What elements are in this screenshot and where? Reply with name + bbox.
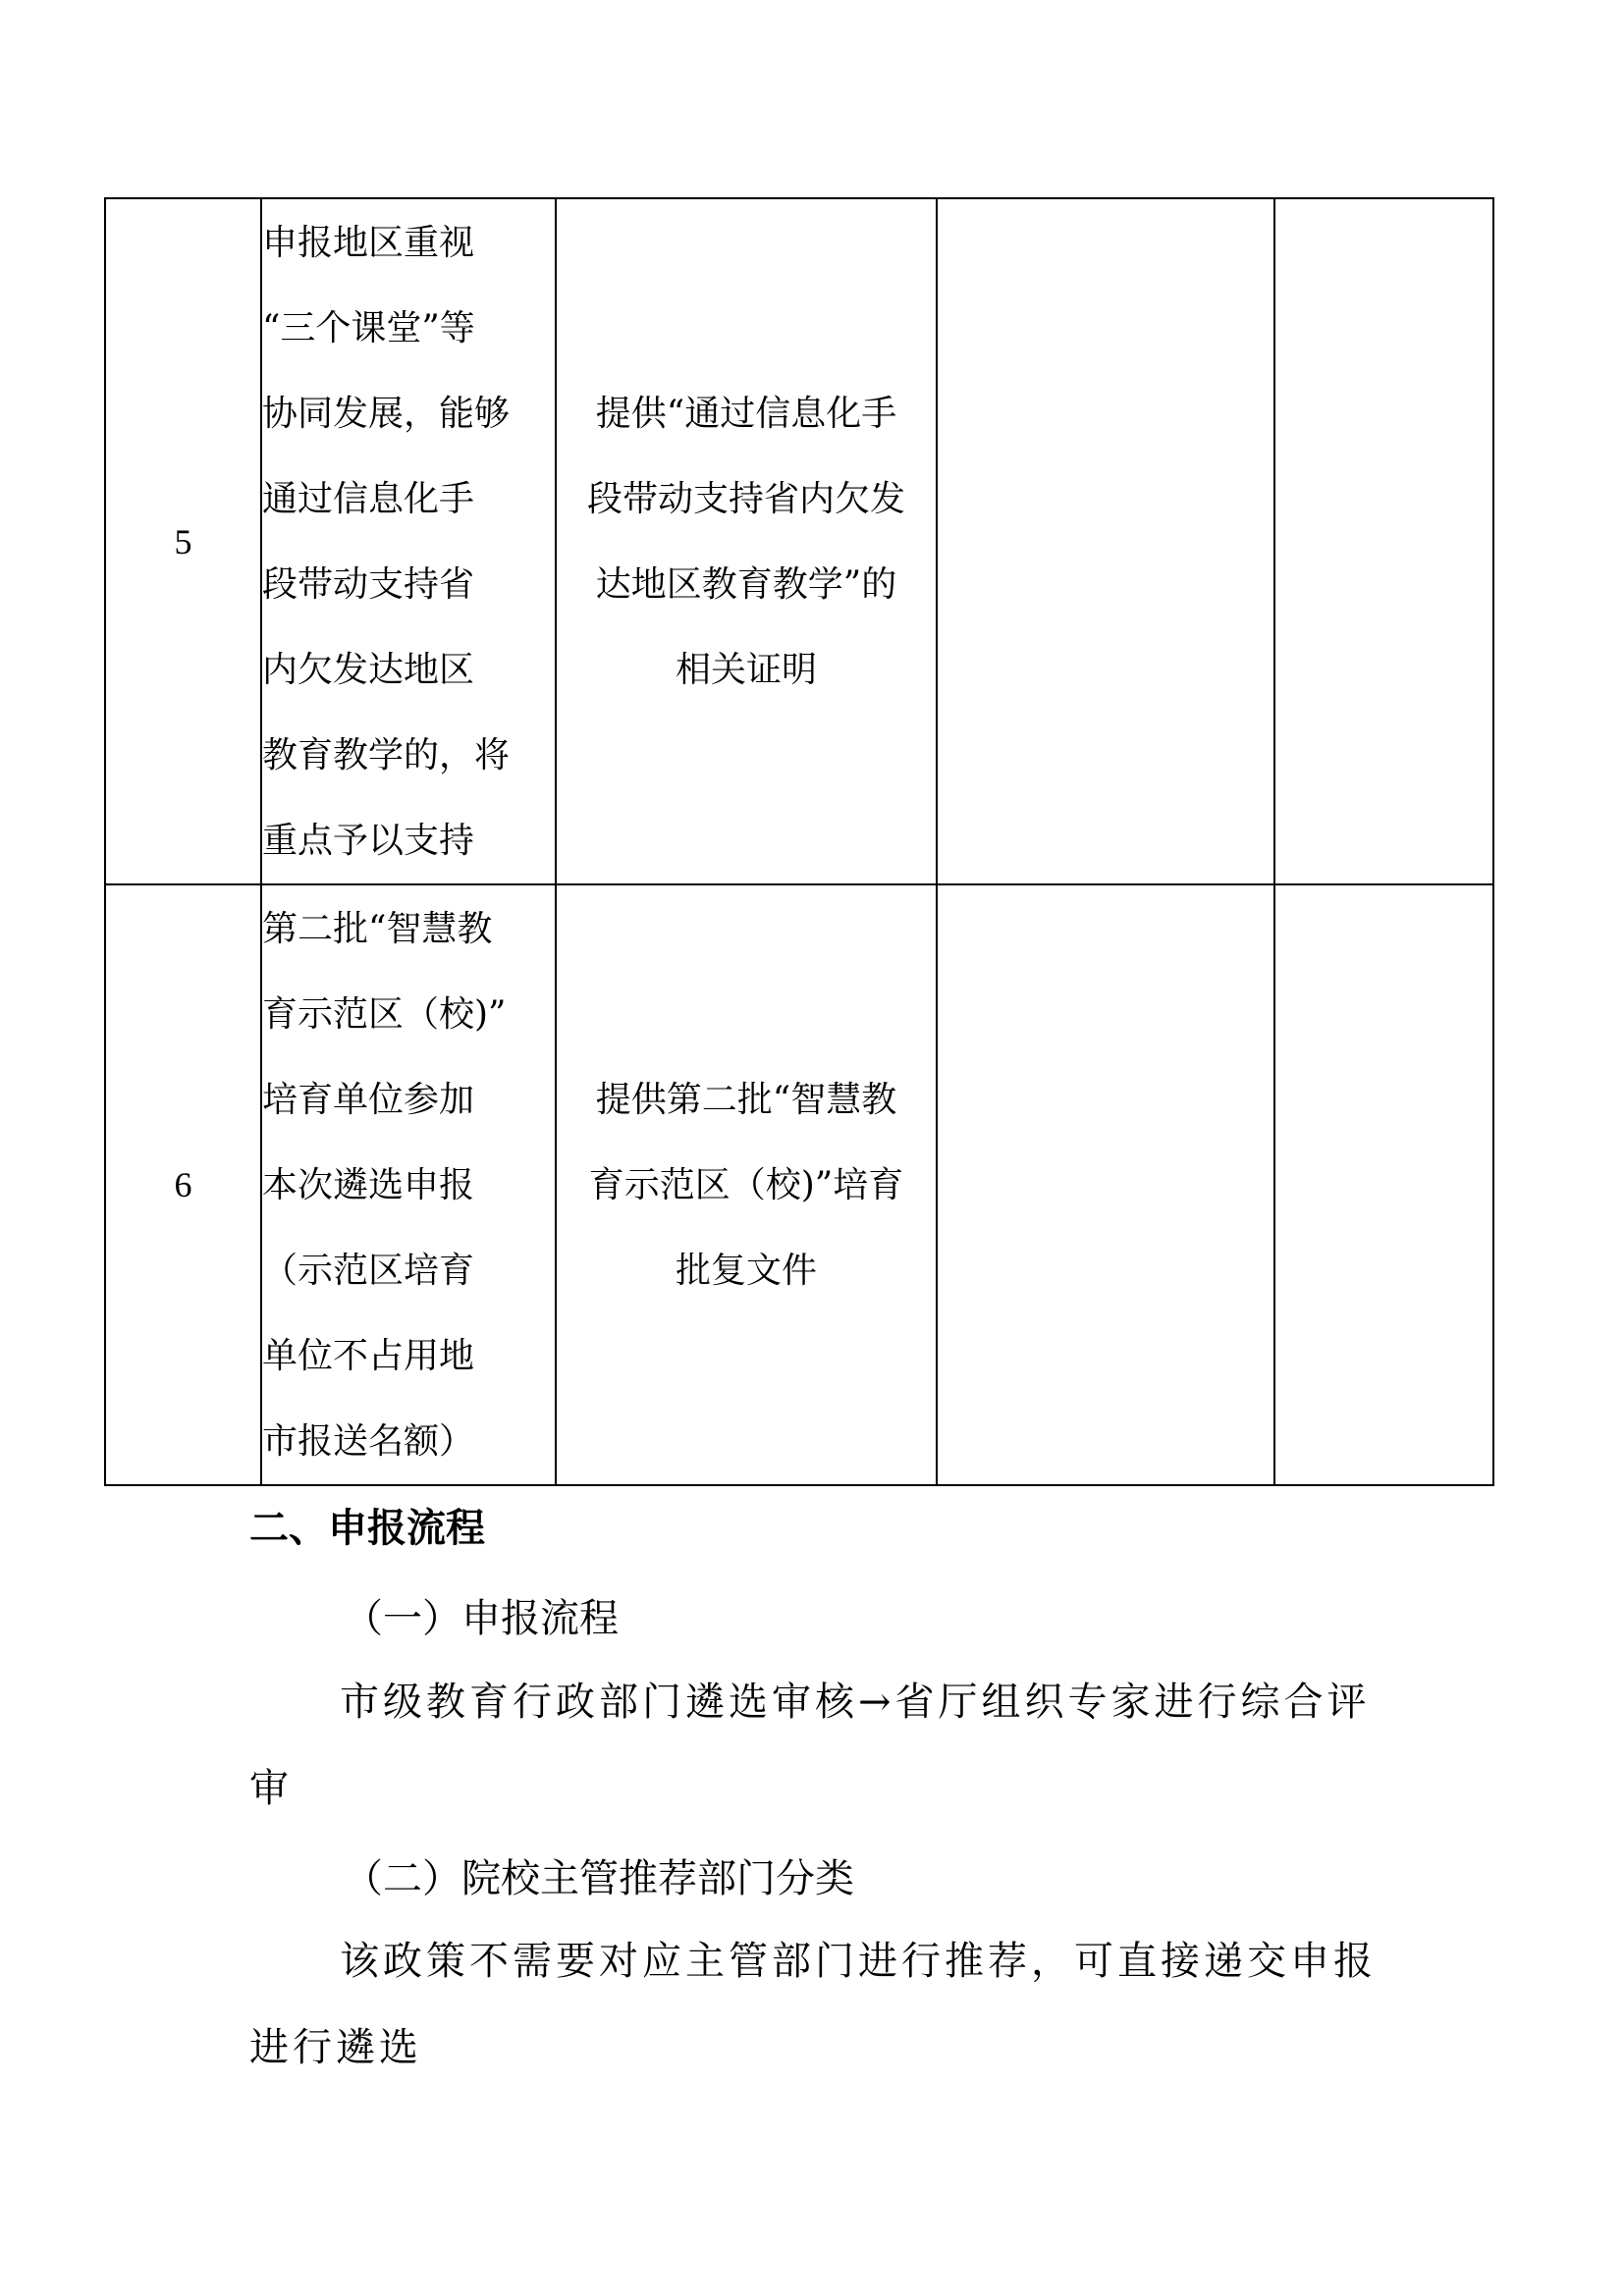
material-cell: 提供第二批“智慧教 育示范区（校)”培育 批复文件 (556, 884, 937, 1485)
paragraph-process: 市级教育行政部门遴选审核→省厅组织专家进行综合评审 (249, 1680, 1371, 1811)
criteria-table (104, 197, 1494, 1486)
table-row (105, 884, 1493, 1485)
empty-cell (937, 884, 1274, 1485)
section-heading: 二、申报流程 (249, 1505, 485, 1551)
condition-cell: 申报地区重视 “三个课堂”等 协同发展，能够 通过信息化手 段带动支持省 内欠发达地区 教育教学的，将 重点予以支持 (261, 198, 556, 884)
condition-cell: 第二批“智慧教 育示范区（校)” 培育单位参加 本次遴选申报 （示范区培育 单位不占用地 市报送名额） (261, 884, 556, 1485)
material-cell: 提供“通过信息化手 段带动支持省内欠发 达地区教育教学”的 相关证明 (556, 198, 937, 884)
subheading-process: （一）申报流程 (344, 1596, 619, 1641)
empty-cell (1274, 884, 1493, 1485)
paragraph-category: 该政策不需要对应主管部门进行推荐，可直接递交申报进行遴选 (249, 1939, 1377, 2070)
empty-cell (1274, 198, 1493, 884)
row-number: 6 (105, 884, 261, 1485)
table-row (105, 198, 1493, 884)
empty-cell (937, 198, 1274, 884)
row-number: 5 (105, 198, 261, 884)
subheading-category: （二）院校主管推荐部门分类 (344, 1856, 854, 1901)
